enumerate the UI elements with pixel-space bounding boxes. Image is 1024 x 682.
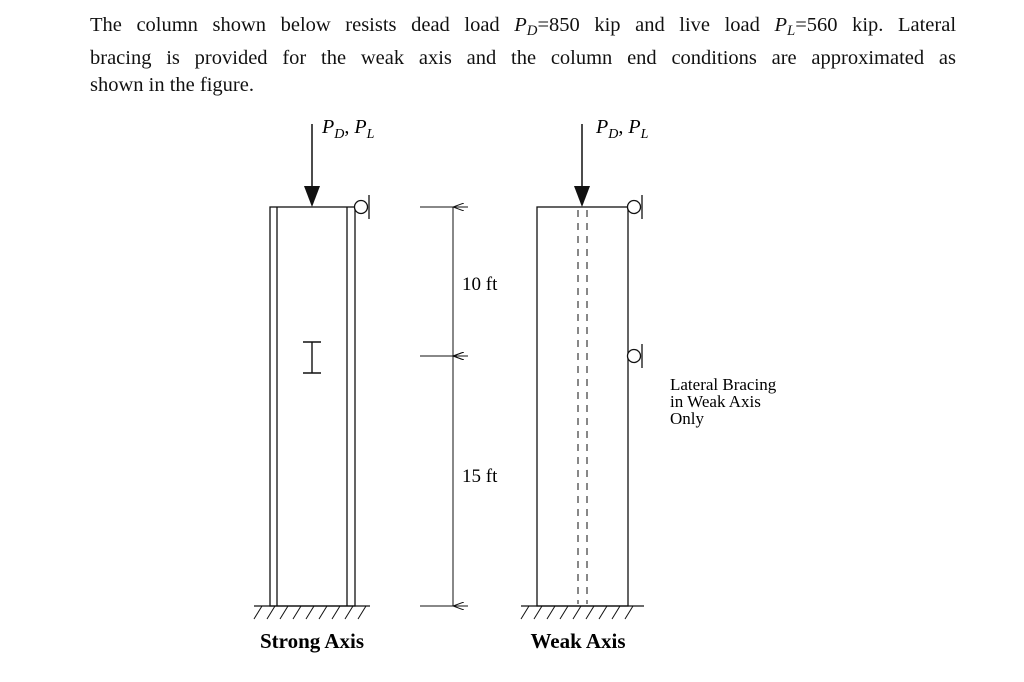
live-load-symbol: P [774, 14, 787, 36]
load-arrow-icon [304, 124, 320, 207]
roller-support-top-icon [628, 195, 643, 219]
weak-axis-column [521, 116, 780, 653]
weak-column-outline [537, 207, 628, 606]
problem-line-3: shown in the figure. [90, 74, 254, 97]
problem-text-1a: The column shown below resists dead load [90, 14, 515, 36]
dead-load-subscript: D [526, 23, 538, 40]
problem-line-2: bracing is provided for the weak axis and the column end conditions are approximated as [90, 47, 956, 70]
strong-axis-column [254, 116, 375, 653]
dim-upper-label: 10 ft [462, 274, 498, 295]
weak-axis-caption: Weak Axis [530, 629, 626, 653]
strong-column-outline [270, 207, 355, 606]
dimension-lines [420, 207, 498, 606]
bracing-note-line-3: Only [670, 409, 704, 428]
dead-load-value: =850 kip and live load [537, 14, 775, 36]
roller-support-icon [355, 195, 370, 219]
load-arrow-icon [574, 124, 590, 207]
bracing-note-line-1: Lateral Bracing [670, 375, 777, 394]
dim-lower-label: 15 ft [462, 466, 498, 487]
strong-load-label: $P_D$, $P_L$ [322, 116, 375, 142]
bracing-note-line-2: in Weak Axis [670, 392, 761, 411]
live-load-value: =560 kip. Lateral [795, 14, 957, 36]
lateral-brace-support-icon [628, 344, 643, 368]
fixed-base-icon [254, 606, 370, 619]
strong-axis-caption: Strong Axis [259, 629, 365, 653]
live-load-subscript: L [786, 23, 796, 40]
bracing-note [670, 375, 780, 428]
weak-load-label: $P_D$, $P_L$ [596, 116, 649, 142]
dead-load-symbol: P [514, 14, 527, 36]
fixed-base-icon [521, 606, 644, 619]
i-section-icon [303, 342, 321, 373]
